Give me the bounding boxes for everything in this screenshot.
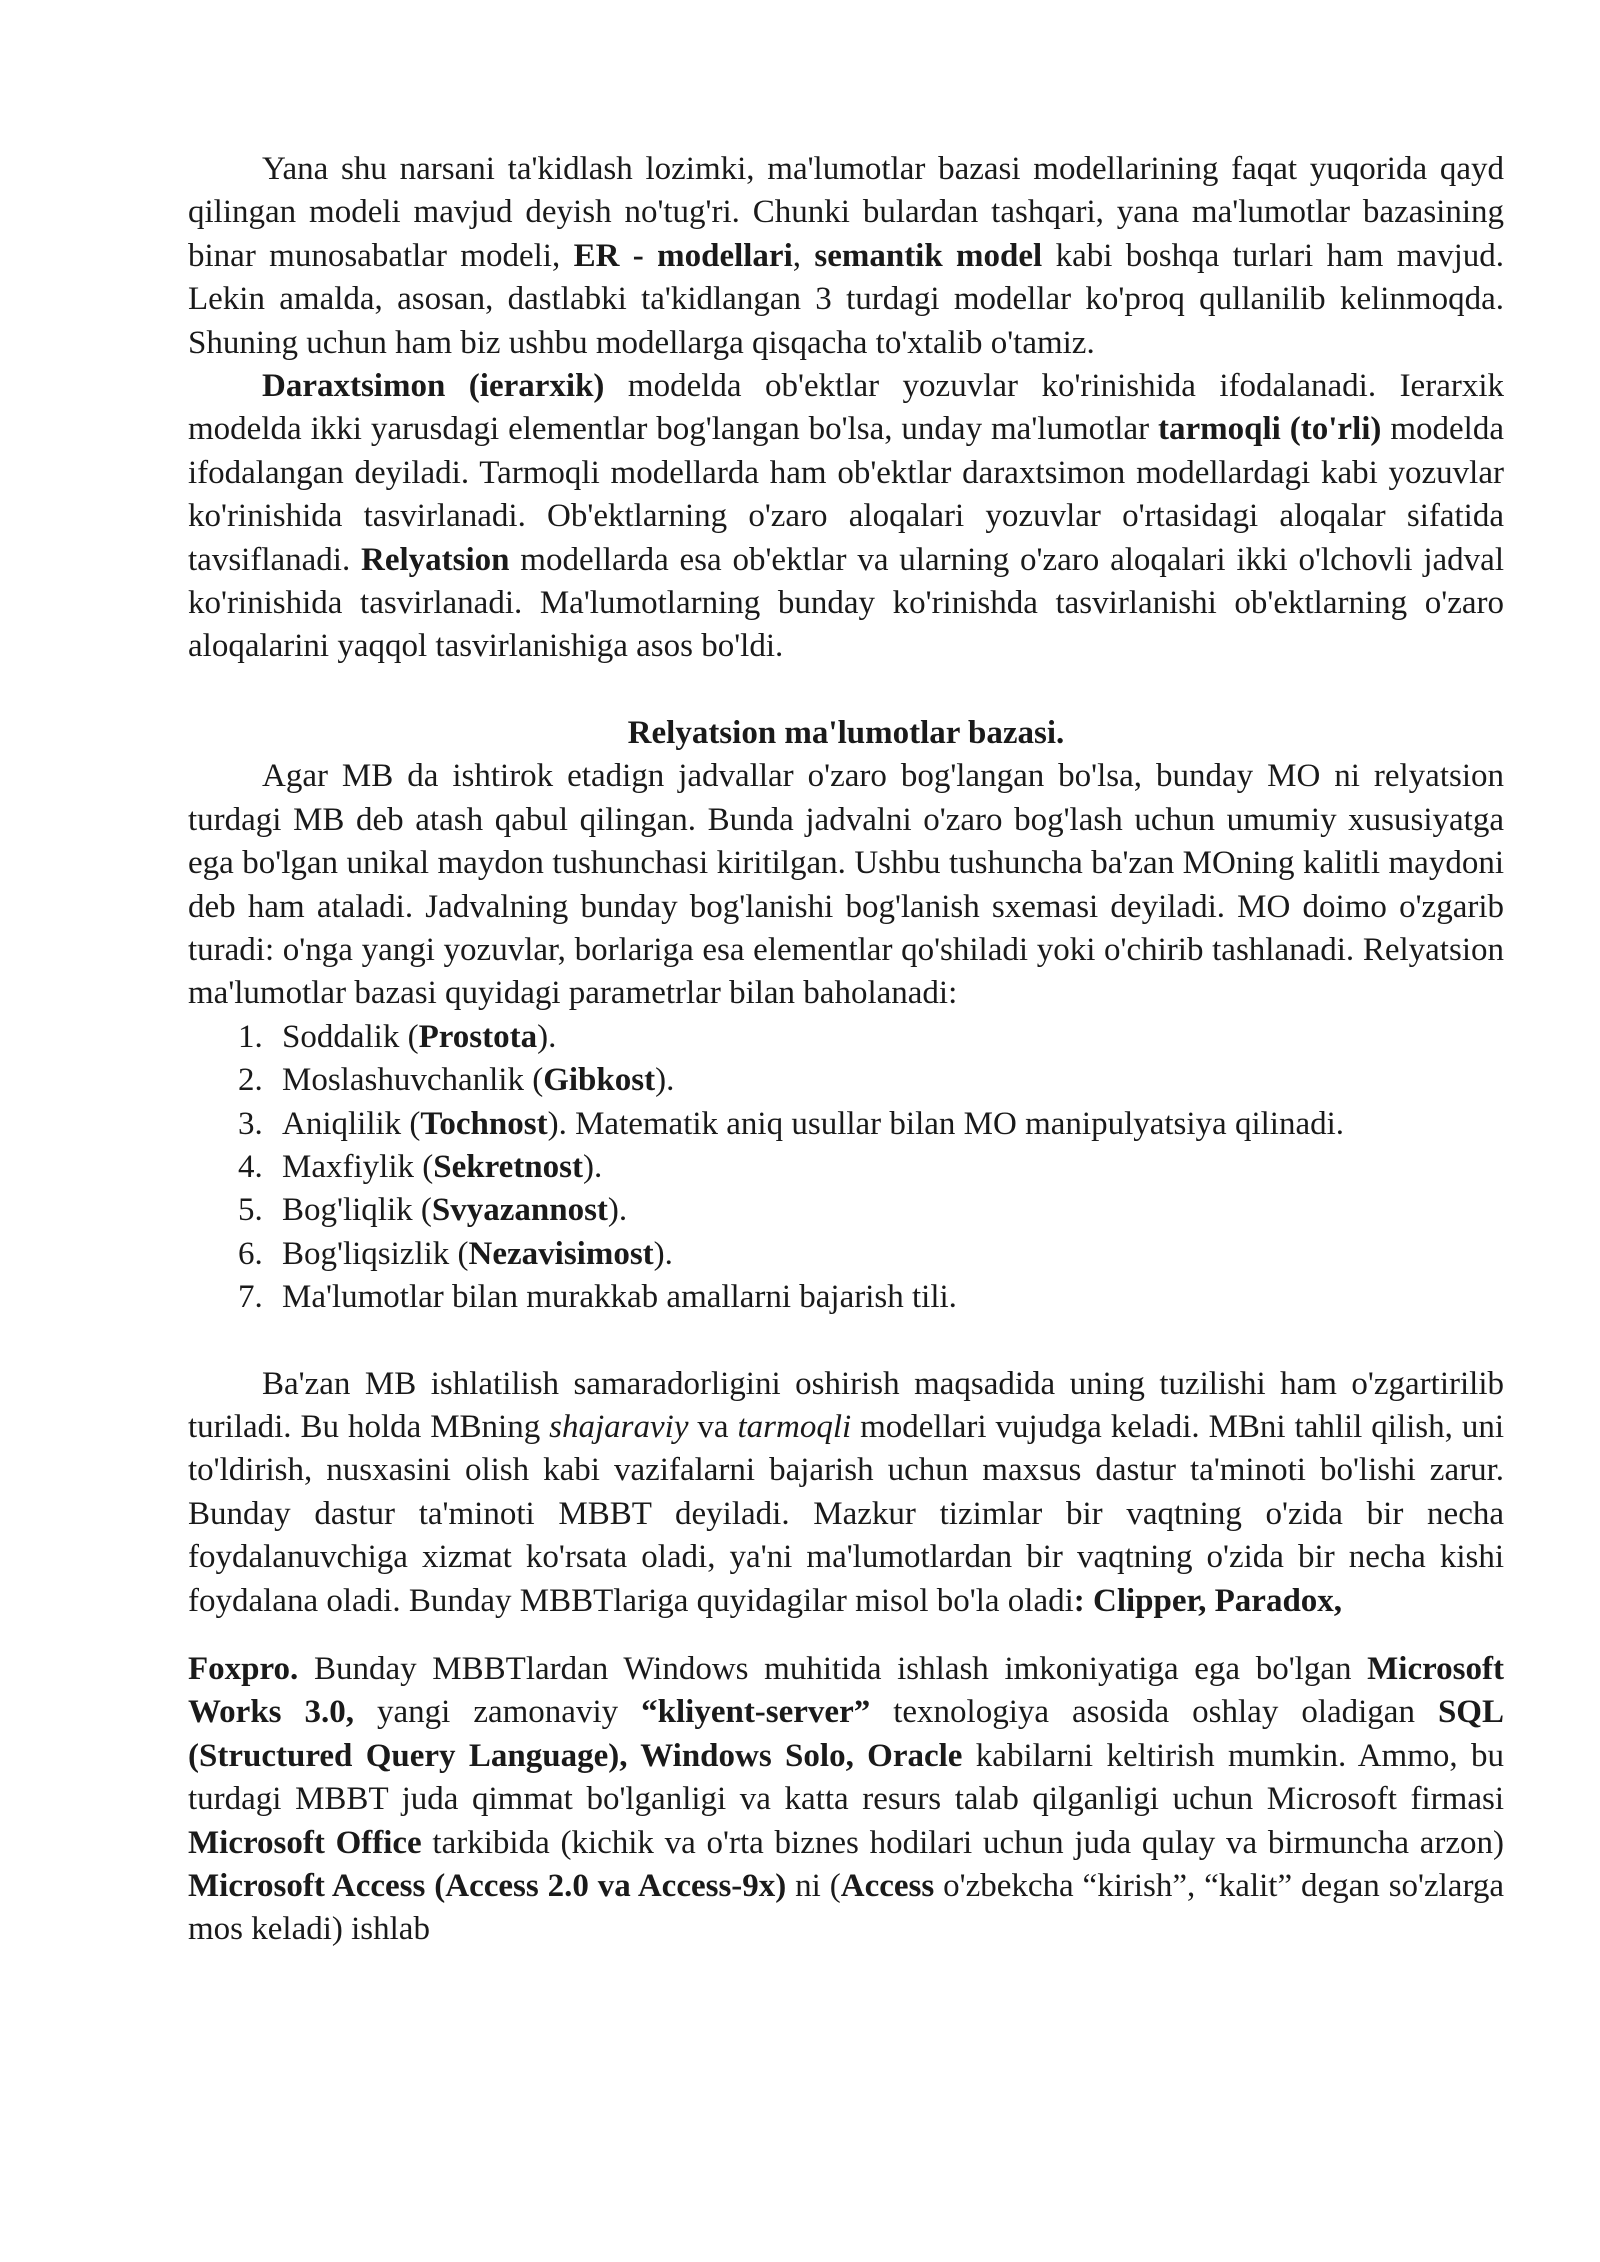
bold-term: Microsoft Works 3.0, [188, 1651, 1504, 1731]
text-span: Yana shu narsani ta'kidlash lozimki, ma'lumotlar bazasi modellarining faqat yuqorida qayd qilingan modeli mavjud deyish no'tug'ri. Chunki bulardan tashqari, yana ma'lumotlar bazasining binar munosabatlar modeli, [188, 151, 1504, 274]
spacer [188, 1623, 1504, 1648]
bold-term: Access [840, 1868, 935, 1905]
text-span: o'zbekcha “kirish”, “kalit” degan so'zlarga mos keladi) ishlab [188, 1868, 1504, 1948]
list-item [238, 1146, 1504, 1189]
list-item [238, 1233, 1504, 1276]
bold-term: “kliyent-server” [641, 1694, 871, 1731]
paragraph-mbbt [188, 1363, 1504, 1623]
text-span: , [792, 237, 815, 274]
text-span: modellari vujudga keladi. MBni tahlil qilish, uni to'ldirish, nusxasini olish kabi vazifalarni bajarish uchun maxsus dastur ta'minoti bo'lishi zarur. Bunday dastur ta'minoti MBBT deyiladi. Mazkur tizimlar bir vaqtning o'zida bir necha foydalanuvchiga xizmat ko'rsata oladi, ya'ni ma'lumotlardan bir vaqtning o'zida bir necha kishi foydalana oladi. Bunday MBBTlariga quyidagilar misol bo'la oladi [188, 1408, 1504, 1619]
list-number: 6. [238, 1235, 263, 1272]
list-number: 3. [238, 1105, 263, 1142]
text-span: texnologiya asosida oshlay oladigan [870, 1694, 1438, 1731]
bold-term: : Clipper, Paradox, [1073, 1582, 1343, 1619]
list-text: Aniqlilik (Tochnost). Matematik aniq usullar bilan MO manipulyatsiya qilinadi. [282, 1105, 1345, 1142]
bold-term: Microsoft Office [188, 1824, 422, 1861]
text-span: kabilarni keltirish mumkin. Ammo, bu turdagi MBBT juda qimmat bo'lganligi va katta resurs talab qilganligi uchun Microsoft firmasi [188, 1737, 1504, 1818]
paragraph-intro [188, 148, 1504, 365]
text-span: tarkibida (kichik va o'rta biznes hodilari uchun juda qulay va birmuncha arzon) [421, 1824, 1504, 1861]
bold-term: Daraxtsimon (ierarxik) [262, 368, 605, 405]
bold-term: tarmoqli (to'rli) [1158, 411, 1382, 448]
list-number: 5. [238, 1192, 263, 1229]
list-item [238, 1016, 1504, 1059]
paragraph-examples [188, 1648, 1504, 1952]
text-span: Bunday MBBTlardan Windows muhitida ishlash imkoniyatiga ega bo'lgan [298, 1651, 1368, 1687]
list-number: 2. [238, 1062, 263, 1099]
parameter-list [188, 1016, 1504, 1320]
text-span: modelda ifodalangan deyiladi. Tarmoqli modellarda ham ob'ektlar daraxtsimon modellardagi kabi yozuvlar ko'rinishida tasvirlanadi. Ob'ektlarning o'zaro aloqalari yozuvlar o'rtasidagi aloqalar sifatida tavsiflanadi. [188, 411, 1504, 578]
text-span: kabi boshqa turlari ham mavjud. Lekin amalda, asosan, dastlabki ta'kidlangan 3 turdagi modellar ko'proq qullanilib kelinmoqda. Shuning uchun ham biz ushbu modellarga qisqacha to'xtalib o'tamiz. [188, 237, 1504, 361]
bold-term: ER - modellari [573, 237, 793, 274]
text-span: yangi zamonaviy [354, 1694, 642, 1731]
list-item [238, 1189, 1504, 1232]
bold-term: SQL (Structured Query Language), Windows Solo, Oracle [188, 1694, 1504, 1774]
bold-term: Relyatsion [361, 541, 510, 578]
text-span: va [688, 1408, 738, 1445]
text-span: modelda ob'ektlar yozuvlar ko'rinishida ifodalanadi. Ierarxik modelda ikki yarusdagi elementlar bog'langan bo'lsa, unday ma'lumotlar [188, 368, 1504, 448]
bold-term: Foxpro. [188, 1651, 299, 1687]
list-text: Moslashuvchanlik (Gibkost). [282, 1062, 675, 1099]
spacer [188, 1320, 1504, 1363]
list-number: 1. [238, 1018, 263, 1055]
list-text: Soddalik (Prostota). [282, 1018, 557, 1055]
text-span: modellarda esa ob'ektlar va ularning o'zaro aloqalari ikki o'lchovli jadval ko'rinishida tasvirlanadi. Ma'lumotlarning bunday ko'rinishda tasvirlanishi ob'ektlarning o'zaro aloqalarini yaqqol tasvirlanishiga asos bo'ldi. [188, 541, 1504, 665]
bold-term: Microsoft Access (Access 2.0 va Access-9x) [188, 1868, 787, 1905]
list-number: 4. [238, 1148, 263, 1185]
bold-term: semantik model [814, 237, 1043, 274]
paragraph-relational: Agar MB da ishtirok etadign jadvallar o'zaro bog'langan bo'lsa, bunday MO ni relyatsion turdagi MB deb atash qabul qilingan. Bunda jadvalni o'zaro bog'lash uchun umumiy xususiyatga ega bo'lgan unikal maydon tushunchasi kiritilgan. Ushbu tushuncha ba'zan MOning kalitli maydoni deb ham ataladi. Jadvalning bunday bog'lanishi bog'lanish sxemasi deyiladi. MO doimo o'zgarib turadi: o'nga yangi yozuvlar, borlariga esa elementlar qo'shiladi yoki o'chirib tashlanadi. Relyatsion ma'lumotlar bazasi quyidagi parametrlar bilan baholanadi: [188, 758, 1504, 1012]
italic-term: tarmoqli [737, 1408, 852, 1445]
italic-term: shajaraviy [549, 1408, 689, 1445]
list-item [238, 1276, 1504, 1319]
list-text: Maxfiylik (Sekretnost). [282, 1148, 603, 1185]
list-number: 7. [238, 1279, 263, 1316]
text-span: ni ( [786, 1868, 841, 1905]
text-span: Ba'zan MB ishlatilish samaradorligini oshirish maqsadida uning tuzilishi ham o'zgartirilib turiladi. Bu holda MBning [188, 1365, 1504, 1445]
paragraph-models [188, 365, 1504, 669]
list-item [238, 1059, 1504, 1102]
list-item [238, 1103, 1504, 1146]
list-text: Ma'lumotlar bilan murakkab amallarni bajarish tili. [282, 1279, 957, 1316]
section-heading: Relyatsion ma'lumotlar bazasi. [627, 714, 1065, 751]
list-text: Bog'liqsizlik (Nezavisimost). [282, 1235, 673, 1272]
list-text: Bog'liqlik (Svyazannost). [282, 1192, 628, 1229]
